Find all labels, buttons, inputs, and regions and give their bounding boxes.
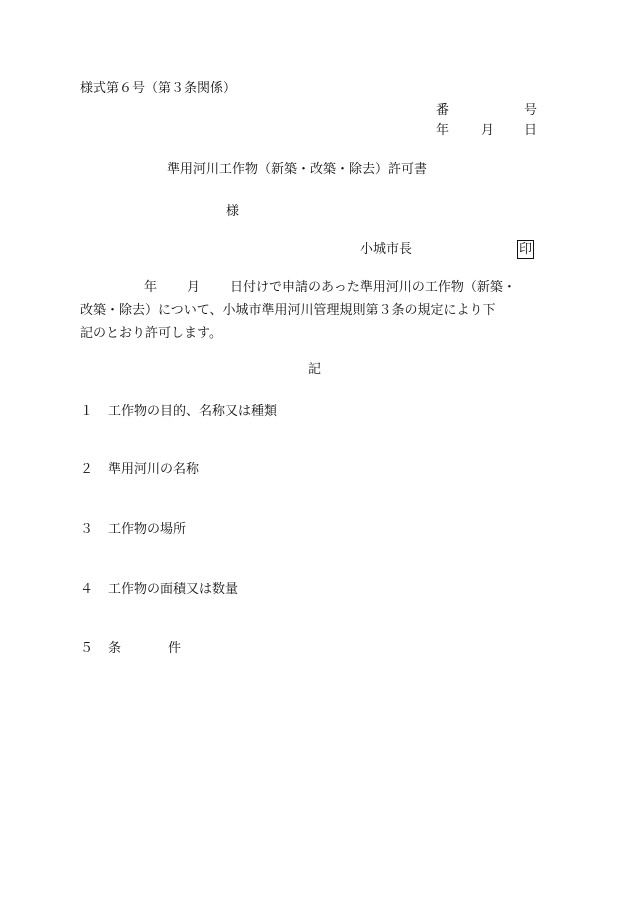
item-label: 工作物の場所 <box>108 522 187 537</box>
body-line-2: 改築・除去）について、小城市準用河川管理規則第３条の規定により下 <box>80 303 496 318</box>
item-number: １ <box>80 404 94 419</box>
list-item <box>80 463 199 476</box>
body-month: 月 <box>187 280 201 295</box>
issuer-name: 小城市長 <box>360 242 413 257</box>
seal-stamp: 印 <box>519 242 533 257</box>
body-line-3: 記のとおり許可します。 <box>80 326 222 341</box>
item-number: ５ <box>80 641 94 656</box>
list-item <box>80 642 181 655</box>
date-year-label: 年 <box>436 123 450 138</box>
item-label-part-a: 条 <box>108 641 122 656</box>
date-month-label: 月 <box>481 123 495 138</box>
list-item <box>80 523 186 536</box>
number-label-left: 番 <box>436 103 450 118</box>
body-year: 年 <box>144 280 158 295</box>
item-number: ４ <box>80 582 94 597</box>
body-line-1 <box>80 276 552 299</box>
addressee-suffix: 様 <box>226 204 240 219</box>
body-line-1-text: 日付けで申請のあった準用河川の工作物（新築・ <box>230 280 516 295</box>
number-label-right: 号 <box>524 103 538 118</box>
form-label: 様式第６号（第３条関係） <box>80 81 237 96</box>
item-label: 工作物の目的、名称又は種類 <box>108 404 278 419</box>
item-number: ２ <box>80 462 94 477</box>
seal-mark <box>517 240 534 259</box>
list-item <box>80 583 238 596</box>
item-label: 準用河川の名称 <box>108 462 200 477</box>
date-day-label: 日 <box>524 123 538 138</box>
item-number: ３ <box>80 522 94 537</box>
list-item <box>80 405 277 418</box>
body-paragraph <box>80 276 552 345</box>
document-title: 準用河川工作物（新築・改築・除去）許可書 <box>167 162 428 177</box>
item-label-part-b: 件 <box>168 641 182 656</box>
item-label: 工作物の面積又は数量 <box>108 582 239 597</box>
ki-heading: 記 <box>308 362 322 377</box>
